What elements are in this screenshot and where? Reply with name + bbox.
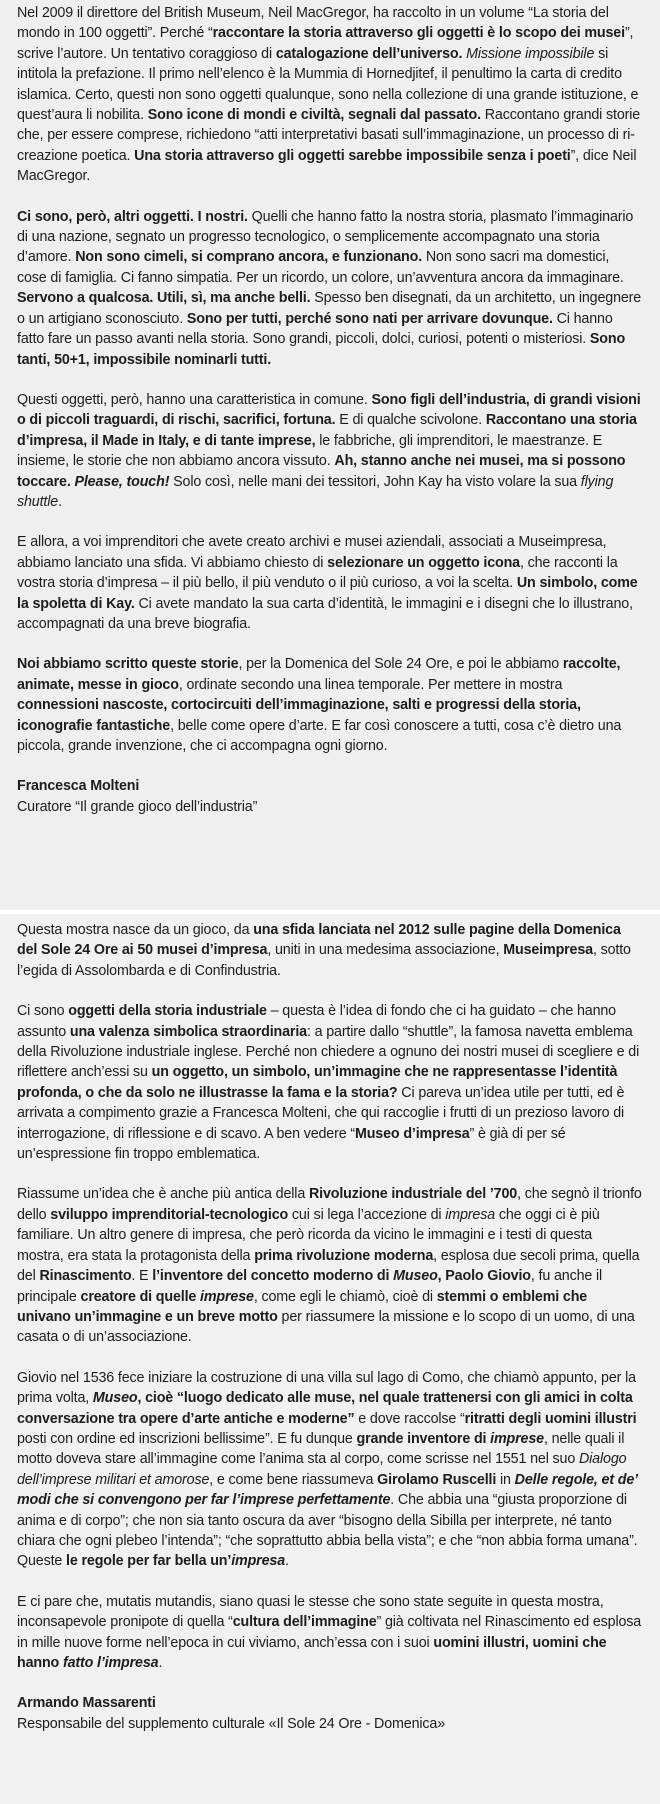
body-text: Raccontano grandi storie che, per essere comprese, richiedono “atti interpretativi basati sull’immaginazione, un processo di ri-creazione poetica. xyxy=(17,107,641,164)
bold-text: l’inventore del concetto moderno di xyxy=(152,1268,394,1285)
body-text: ” è già di per sé un’espressione fin troppo emblematica. xyxy=(17,1125,566,1163)
body-text: Ci hanno fatto fare un passo avanti nella storia. Sono grandi, piccoli, dolci, curiosi, potenti o misteriosi. xyxy=(17,310,613,348)
body-text: , per la Domenica del Sole 24 Ore, e poi le abbiamo xyxy=(238,656,563,673)
body-text: posti con ordine ed inscrizioni bellissime”. E fu dunque xyxy=(17,1430,357,1447)
article-paragraph xyxy=(17,654,642,756)
emphasis-text: Museo xyxy=(393,1268,438,1285)
bold-text: Girolamo Ruscelli xyxy=(377,1471,497,1488)
bold-text xyxy=(393,1268,438,1284)
body-text: ”, scrive l’autore. Un tentativo coraggioso di xyxy=(17,25,634,62)
emphasis-text: fatto l’impresa xyxy=(62,1655,159,1671)
body-text: , fu anche il principale xyxy=(17,1268,603,1305)
bold-text: una sfida lanciata nel 2012 sulle pagine della Domenica del Sole 24 Ore ai 50 musei d’impresa xyxy=(17,922,621,959)
bold-text: creatore di quelle xyxy=(80,1288,201,1305)
emphasis-text: Museo xyxy=(92,1390,138,1407)
body-text: . xyxy=(158,1655,163,1671)
body-text: e dove raccolse “ xyxy=(354,1410,465,1427)
article-paragraph xyxy=(17,3,642,187)
body-text: Giovio nel 1536 fece iniziare la costruzione di una villa sul lago di Como, che chiamò appunto, per la prima volta, xyxy=(17,1369,636,1407)
body-text: si intitola la prefazione. Il primo nell’elenco è la Mummia di Hornedjitef, il penultimo la carta di credito islamica. Certo, questi non sono oggetti qualunque, sono nella collezione di una grande istituzione, e quest’aura li nobilita. xyxy=(17,45,639,124)
emphasis-text: imprese xyxy=(490,1430,544,1447)
bold-text: oggetti della storia industriale xyxy=(68,1003,267,1020)
article-paragraph xyxy=(17,390,642,512)
body-text: , ordinate secondo una linea temporale. Per mettere in mostra xyxy=(178,676,563,693)
bold-text: Non sono cimeli, si comprano ancora, e funzionano. xyxy=(75,249,423,266)
bold-text xyxy=(231,1553,285,1569)
bold-text: raccontare la storia attraverso gli oggetti è lo scopo dei musei xyxy=(212,25,625,42)
italic-text: impresa xyxy=(445,1206,496,1223)
body-text: , uniti in una medesima associazione, xyxy=(267,942,504,959)
bold-text: Rinascimento xyxy=(39,1268,132,1285)
body-text: Spesso ben disegnati, da un architetto, un ingegnere o un artigiano sconosciuto. xyxy=(17,290,642,327)
body-text: . xyxy=(58,493,62,510)
article-paragraph xyxy=(17,920,642,981)
body-text: , belle come opere d’arte. E far così conoscere a tutti, cosa c’è dietro una piccola, grande invenzione, che ci accompagna ogni giorno. xyxy=(17,717,622,754)
bold-text: , Paolo Giovio xyxy=(437,1268,531,1285)
article-paragraph xyxy=(17,1592,642,1674)
body-text: in xyxy=(496,1471,515,1488)
bold-text: grande inventore di xyxy=(356,1430,491,1447)
body-text: Questi oggetti, però, hanno una caratteristica in comune. xyxy=(17,391,372,408)
body-text: Non sono sacri ma domestici, cose di famiglia. Ci fanno simpatia. Per un ricordo, un colore, un’avventura ancora da immaginare. xyxy=(17,249,624,286)
body-text: , nelle quali il motto doveva stare all’immagine come l’anima sta al corpo, come scrisse nel 1551 nel suo xyxy=(17,1430,625,1468)
bold-text xyxy=(63,1655,158,1671)
bold-text: stemmi o emblemi che univano un’immagine e un breve motto xyxy=(17,1288,588,1325)
body-text: Solo così, nelle mani dei tessitori, John Kay ha visto volare la sua xyxy=(169,473,581,490)
body-text: , e come bene riassumeva xyxy=(209,1471,378,1488)
signature-name: Armando Massarenti xyxy=(17,1695,156,1712)
bold-text: uomini illustri, uomini che hanno xyxy=(17,1634,607,1671)
article-paragraph xyxy=(17,1368,642,1572)
body-text: per riassumere la missione e lo scopo di un uomo, di una casata o di un’associazione. xyxy=(17,1308,635,1346)
body-text: , sotto l’egida di Assolombarda e di Confindustria. xyxy=(17,942,631,979)
body-text: Ci sono xyxy=(17,1003,69,1020)
body-text: E di qualche scivolone. xyxy=(335,412,486,429)
emphasis-text: Delle regole, et de’ modi che si convengono per far l’imprese perfettamente xyxy=(17,1471,638,1509)
body-text: , che racconti la vostra storia d’impresa – il più bello, il più venduto o il più curioso, a voi la scelta. xyxy=(17,554,618,592)
body-text: : a partire dallo “shuttle”, la famosa navetta emblema della Rivoluzione industriale inglese. Perché non chiedere a ognuno dei nostri musei di scegliere e di riflettere anch’essi su xyxy=(17,1023,640,1081)
body-text: le fabbriche, gli imprenditori, le maestranze. E insieme, le storie che non abbiamo ancora vissuto. xyxy=(17,432,603,470)
body-text: Questa mostra nasce da un gioco, da xyxy=(17,922,254,938)
body-text: Ci pareva un’idea utile per tutti, ed è arrivata a compimento grazie a Francesca Molteni, che qui raccoglie i frutti di un prezioso lavoro di interrogazione, di riflessione e di scavo. A ben vedere “ xyxy=(17,1084,625,1142)
body-text: E ci pare che, mutatis mutandis, siano quasi le stesse che sono state seguite in questa mostra, inconsapevole pronipote di quella “ xyxy=(17,1593,604,1631)
body-text: E allora, a voi imprenditori che avete creato archivi e musei aziendali, associati a Museimpresa, abbiamo lanciato una sfida. Vi abbiamo chiesto di xyxy=(17,534,607,571)
bold-text: Noi abbiamo scritto queste storie xyxy=(17,656,239,673)
bold-text: selezionare un oggetto icona xyxy=(327,554,520,571)
bold-text: Una storia attraverso gli oggetti sarebbe impossibile senza i poeti xyxy=(134,147,571,164)
bold-text: Rivoluzione industriale del ’700 xyxy=(308,1186,518,1203)
bold-text: Raccontano una storia d’impresa, il Made in Italy, e di tante imprese, xyxy=(17,412,637,449)
bold-text: cultura dell’immagine xyxy=(232,1614,377,1631)
signature-name: Francesca Molteni xyxy=(17,778,140,795)
body-text: . xyxy=(285,1553,289,1570)
article-paragraph xyxy=(17,1184,642,1347)
bold-text: Museo d’impresa xyxy=(354,1125,470,1142)
bold-text: Un simbolo, come la spoletta di Kay. xyxy=(17,575,638,612)
body-text: Riassume un’idea che è anche più antica della xyxy=(17,1186,309,1203)
body-text: cui si lega l’accezione di xyxy=(288,1206,446,1223)
bold-text xyxy=(93,1390,138,1406)
bold-text xyxy=(74,474,169,490)
bold-text: una valenza simbolica straordinaria xyxy=(69,1023,307,1040)
italic-text: Missione impossibile xyxy=(466,45,595,62)
bold-text: catalogazione dell’universo. xyxy=(275,45,463,62)
bold-text xyxy=(200,1289,254,1305)
body-text: ”, dice Neil MacGregor. xyxy=(17,147,637,185)
italic-text: Dialogo dell’imprese militari et amorose xyxy=(17,1451,627,1488)
body-text: , che segnò il trionfo dello xyxy=(17,1186,642,1223)
bold-text: , cioè “luogo dedicato alle muse, nel quale trattenersi con gli amici in colta conversazione tra opere d’arte antiche e moderne” xyxy=(17,1390,633,1427)
bold-text: ritratti degli uomini illustri xyxy=(464,1410,637,1427)
bold-text: connessioni nascoste, cortocircuiti dell’immaginazione, salti e progressi della storia, iconografie fantastiche xyxy=(17,697,581,734)
bold-text: Sono icone di mondi e civiltà, segnali dal passato. xyxy=(147,107,481,124)
article-panel-editor xyxy=(0,914,660,1804)
body-text: . Che abbia una “giusta proporzione di anima e di corpo”; che non sia tanto oscura da aver “bisogno della Sibilla per interprete, né tanto chiara che ogni plebeo l’intenda”; “che soprattutto abbia bella vista”; e che “non abbia forma umana”. Queste xyxy=(17,1492,638,1570)
emphasis-text: imprese xyxy=(200,1288,254,1305)
bold-text: Sono figli dell’industria, di grandi visioni o di piccoli traguardi, di rischi, sacrifici, fortuna. xyxy=(17,391,641,429)
body-text: Ci avete mandato la sua carta d’identità, le immagini e i disegni che lo illustrano, accompagnati da una breve biografia. xyxy=(17,595,633,632)
bold-text: raccolte, animate, messe in gioco xyxy=(17,656,621,693)
bold-text: un oggetto, un simbolo, un’immagine che ne rappresentasse l’identità profonda, o che da solo ne illustrasse la fama e la storia? xyxy=(17,1064,618,1101)
article-body xyxy=(17,3,642,756)
signature-role: Responsabile del supplemento culturale «Il Sole 24 Ore - Domenica» xyxy=(17,1715,445,1732)
body-text: che oggi ci è più familiare. Un altro genere di impresa, che però ricorda da vicino le immagini e i testi di questa mostra, era stata la protagonista della xyxy=(17,1206,600,1264)
bold-text: Servono a qualcosa. Utili, sì, ma anche belli. xyxy=(17,290,311,307)
bold-text: Ah, stanno anche nei musei, ma si possono toccare. xyxy=(17,453,626,490)
body-text: , come egli le chiamò, cioè di xyxy=(253,1288,437,1305)
body-text: Nel 2009 il direttore del British Museum, Neil MacGregor, ha raccolto in un volume “La storia del mondo in 100 oggetti”. Perché “ xyxy=(17,5,609,42)
signature-role: Curatore “Il grande gioco dell’industria” xyxy=(17,798,258,815)
italic-text: flying shuttle xyxy=(17,473,614,510)
body-text: – questa è l’idea di fondo che ci ha guidato – che hanno assunto xyxy=(17,1003,616,1040)
article-paragraph xyxy=(17,532,642,634)
article-paragraph xyxy=(17,207,642,370)
body-text: , esplosa due secoli prima, quella del xyxy=(17,1247,640,1285)
bold-text: Ci sono, però, altri oggetti. I nostri. xyxy=(17,208,248,225)
bold-text: Sono tanti, 50+1, impossibile nominarli tutti. xyxy=(17,331,626,368)
body-text: ” già coltivata nel Rinascimento ed esplosa in mille nuove forme nell’epoca in cui viviamo, anch’essa con i suoi xyxy=(17,1614,642,1651)
body-text: . E xyxy=(131,1268,153,1285)
bold-text: le regole per far bella un’ xyxy=(66,1553,232,1570)
bold-text: prima rivoluzione moderna xyxy=(254,1247,434,1264)
bold-text: sviluppo imprenditorial-tecnologico xyxy=(50,1206,289,1223)
article-body xyxy=(17,920,642,1673)
emphasis-text: impresa xyxy=(231,1553,286,1570)
bold-text: Sono per tutti, perché sono nati per arrivare dovunque. xyxy=(186,310,553,327)
bold-text: Museimpresa xyxy=(503,942,593,959)
bold-text xyxy=(490,1431,544,1447)
body-text: Quelli che hanno fatto la nostra storia, plasmato l’immaginario di una nazione, segnato un progresso tecnologico, o semplicemente accompagnato una storia d’amore. xyxy=(17,208,634,266)
emphasis-text: Please, touch! xyxy=(74,473,170,490)
article-paragraph xyxy=(17,1001,642,1164)
